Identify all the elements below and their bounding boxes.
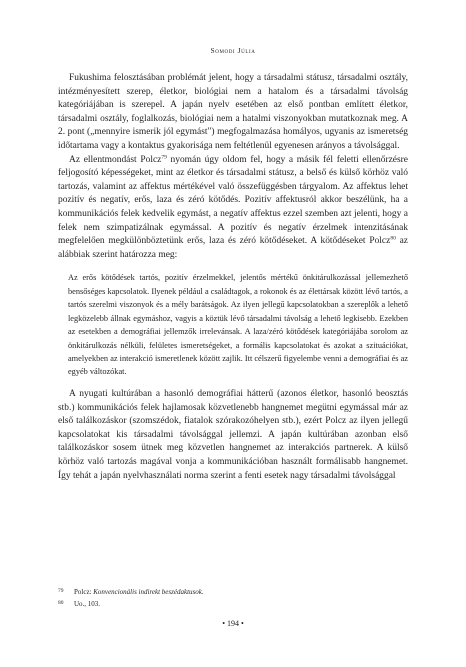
footnote-number: 80 bbox=[58, 600, 64, 606]
footnote-title: Konvencionális indirekt beszédaktusok bbox=[93, 588, 202, 596]
footnote-text: Uo., 103. bbox=[74, 600, 101, 608]
main-text bbox=[58, 72, 408, 483]
footnotes bbox=[58, 586, 408, 610]
footnote-author: Polcz: bbox=[74, 588, 94, 596]
paragraph-2-part-c: az alábbiak szerint határozza meg: bbox=[58, 236, 408, 260]
footnote-ref-80[interactable]: 80 bbox=[390, 235, 396, 242]
footnote-80 bbox=[58, 598, 408, 610]
block-quote: Az erős kötődések tartós, pozitív érzelmekkel, jelentős mértékű önkitárulkozással jellemezhető bensőséges kapcsolatok. Ilyenek például a családtagok, a rokonok és az élettársak között lévő tartós, a tartós szerelmi viszonyok és a mély barátságok. Az ilyen jellegű kapcsolatokban a szereplők a lehető legközelebb állnak egymáshoz, vagyis a köztük lévő társadalmi távolság a lehető legkisebb. Ezekben az esetekben a demográfiai jellemzők irrelevánsak. A laza/zéró kötődések kategóriájába sorolom az önkitárulkozás nélküli, felületes ismeretségeket, a formális kapcsolatokat és azokat a szituációkat, amelyekben az interakció ismeretlenek között zajlik. Itt célszerű figyelembe venni a demográfiai és az egyéb változókat. bbox=[68, 273, 408, 377]
paragraph-2-part-a: Az ellentmondást Polcz bbox=[69, 154, 162, 165]
footnote-79 bbox=[58, 586, 408, 598]
page-number: • 194 • bbox=[222, 619, 244, 628]
paragraph-1: Fukushima felosztásában problémát jelent, hogy a társadalmi státusz, társadalmi osztály, intézményesített szerep, életkor, biológiai nem a hatalom és a társadalmi távolság kategóriájában is szerepel. A japán nyelv esetében az első pontban említett életkor, társadalmi osztály, foglalkozás, biológiai nem a hatalmi viszonyokban mutatkoznak meg. A 2. pont („mennyire ismerik jól egymást") megfogalmazása homályos, ugyanis az ismeretség időtartama vagy a kontaktus gyakorisága nem feltétlenül egyenesen arányos a távolsággal. bbox=[58, 73, 408, 151]
paragraph-2-part-b: nyomán úgy oldom fel, hogy a másik fél feletti ellenőrzésre feljogosító képességeket, mint az életkor és társadalmi státusz, a belső és külső körhöz való tartozás, valamint az affektus mértékével való összefüggésben tárgyalom. Az affektus lehet pozitív és negatív, erős, laza és zéró kötődés. Pozitív affektusról akkor beszélünk, ha a kommunikációs felek kedvelik egymást, a negatív affektus ezzel szemben azt jelenti, hogy a felek nem szimpatizálnak egymással. A pozitív és negatív érzelmek intenzitásának megfelelően megkülönböztetünk erős, laza és zéró kötődéseket. A kötődéseket Polcz bbox=[58, 154, 408, 247]
running-header: Somodi Júlia bbox=[210, 46, 256, 55]
footnote-number: 79 bbox=[58, 588, 64, 594]
footnote-end: . bbox=[201, 588, 204, 596]
paragraph-3: A nyugati kultúrában a hasonló demográfiai hátterű (azonos életkor, hasonló beosztás stb.) kommunikációs felek hajlamosak közvetlenebb hangnemet megütni egymással már az első találkozáskor (szomszédok, fiatalok szórakozóhelyen stb.), ezért Polcz az ilyen jellegű kapcsolatokat kis társadalmi távolsággal jellemzi. A japán kultúrában azonban első találkozáskor sosem ütnek meg közvetlen hangnemet az interakciós partnerek. A külső körhöz való tartozás magával vonja a kommunikációban használt formálisabb hangnemet. Így tehát a japán nyelvhasználati norma szerint a fenti esetek nagy társadalmi távolsággal bbox=[58, 388, 408, 481]
footnote-ref-79[interactable]: 79 bbox=[161, 154, 167, 161]
paragraph-2 bbox=[58, 154, 408, 263]
